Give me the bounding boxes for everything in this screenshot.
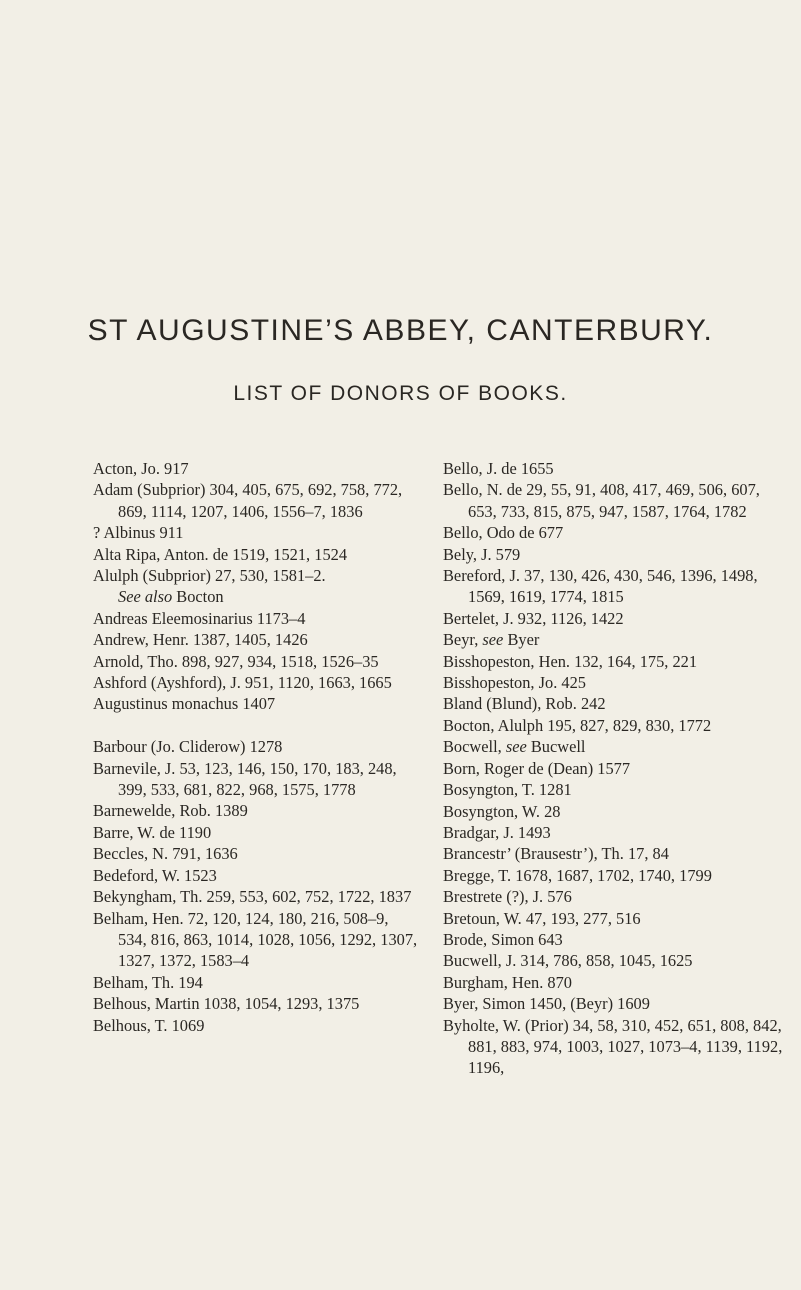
cross-reference-target: Bucwell <box>526 737 586 757</box>
donor-entry: Burgham, Hen. 870 <box>443 972 572 992</box>
right-column <box>443 458 783 1079</box>
donor-entry: Adam (Subprior) 304, 405, 675, 692, 758, 772, 869, 1114, 1207, 1406, 1556–7, 1836 <box>93 480 403 521</box>
section-gap <box>93 715 418 736</box>
donor-entry: Alulph (Subprior) 27, 530, 1581–2. <box>93 566 326 586</box>
donor-entry: Bello, N. de 29, 55, 91, 408, 417, 469, 506, 607, 653, 733, 815, 875, 947, 1587, 1764, 1782 <box>443 480 760 521</box>
donor-entry: Arnold, Tho. 898, 927, 934, 1518, 1526–35 <box>93 651 379 671</box>
donor-entry: Beccles, N. 791, 1636 <box>93 844 238 864</box>
see-label: see <box>505 737 527 757</box>
donor-entry: Acton, Jo. 917 <box>93 459 189 478</box>
donor-entry: Byholte, W. (Prior) 34, 58, 310, 452, 651, 808, 842, 881, 883, 974, 1003, 1027, 1073–4, 1139, 1192, 1196, <box>443 1015 783 1078</box>
donor-entry-cross-reference <box>93 586 418 607</box>
donor-entry: Belhous, T. 1069 <box>93 1015 205 1035</box>
donor-entry: Bedeford, W. 1523 <box>93 865 217 885</box>
donor-entry-cross-reference <box>443 736 783 757</box>
donor-entry: Bosyngton, T. 1281 <box>443 780 572 800</box>
cross-reference-target: Bocton <box>172 587 224 607</box>
donor-entry: Augustinus monachus 1407 <box>93 694 276 714</box>
donor-entry: Ashford (Ayshford), J. 951, 1120, 1663, 1665 <box>93 673 392 693</box>
donor-entry: Brode, Simon 643 <box>443 929 563 949</box>
donor-entry: Brancestr’ (Brausestr’), Th. 17, 84 <box>443 844 669 864</box>
donor-entry: Bocton, Alulph 195, 827, 829, 830, 1772 <box>443 715 712 735</box>
see-label: see <box>482 630 504 650</box>
left-column <box>93 458 418 1036</box>
donor-entry: Barbour (Jo. Cliderow) 1278 <box>93 737 283 757</box>
donor-entry: Andrew, Henr. 1387, 1405, 1426 <box>93 630 308 650</box>
donor-entry: Bretoun, W. 47, 193, 277, 516 <box>443 908 641 928</box>
donor-name: Bocwell, <box>443 737 506 757</box>
donor-entry: Brestrete (?), J. 576 <box>443 887 572 907</box>
see-also-label: See also <box>118 587 173 607</box>
donor-entry: Bereford, J. 37, 130, 426, 430, 546, 1396, 1498, 1569, 1619, 1774, 1815 <box>443 566 758 607</box>
donor-entry-cross-reference <box>443 629 783 650</box>
donor-entry: Bello, J. de 1655 <box>443 459 554 478</box>
donor-entry: Bisshopeston, Jo. 425 <box>443 673 586 693</box>
donor-entry: Barnewelde, Rob. 1389 <box>93 801 248 821</box>
donor-entry: Bertelet, J. 932, 1126, 1422 <box>443 608 624 628</box>
donor-entry: Bregge, T. 1678, 1687, 1702, 1740, 1799 <box>443 865 712 885</box>
donor-entry: Belham, Th. 194 <box>93 972 203 992</box>
cross-reference-target: Byer <box>503 630 540 650</box>
donor-entry: Bradgar, J. 1493 <box>443 822 551 842</box>
donor-name: Beyr, <box>443 630 483 650</box>
donor-entry: Belham, Hen. 72, 120, 124, 180, 216, 508–9, 534, 816, 863, 1014, 1028, 1056, 1292, 1307, 1327, 1372, 1583–4 <box>93 908 418 971</box>
page-subtitle: LIST OF DONORS OF BOOKS. <box>233 382 568 405</box>
donor-entry: Bello, Odo de 677 <box>443 523 564 543</box>
donor-entry: Alta Ripa, Anton. de 1519, 1521, 1524 <box>93 544 348 564</box>
donor-entry: Bely, J. 579 <box>443 544 521 564</box>
donor-entry: Bland (Blund), Rob. 242 <box>443 694 606 714</box>
donor-entry: Bucwell, J. 314, 786, 858, 1045, 1625 <box>443 951 693 971</box>
donor-entry: Barnevile, J. 53, 123, 146, 150, 170, 183, 248, 399, 533, 681, 822, 968, 1575, 1778 <box>93 758 397 800</box>
donor-entry: Andreas Eleemosinarius 1173–4 <box>93 608 306 628</box>
donor-entry: Barre, W. de 1190 <box>93 822 212 842</box>
donor-entry: Born, Roger de (Dean) 1577 <box>443 758 631 778</box>
donor-entry: Bisshopeston, Hen. 132, 164, 175, 221 <box>443 651 698 671</box>
donor-entry: Bosyngton, W. 28 <box>443 801 561 821</box>
donor-entry: Belhous, Martin 1038, 1054, 1293, 1375 <box>93 994 360 1014</box>
donor-entry: Byer, Simon 1450, (Beyr) 1609 <box>443 994 650 1014</box>
page-title: ST AUGUSTINE’S ABBEY, CANTERBURY. <box>87 314 714 347</box>
donor-entry: ? Albinus 911 <box>93 523 184 543</box>
donor-entry: Bekyngham, Th. 259, 553, 602, 752, 1722, 1837 <box>93 887 412 907</box>
